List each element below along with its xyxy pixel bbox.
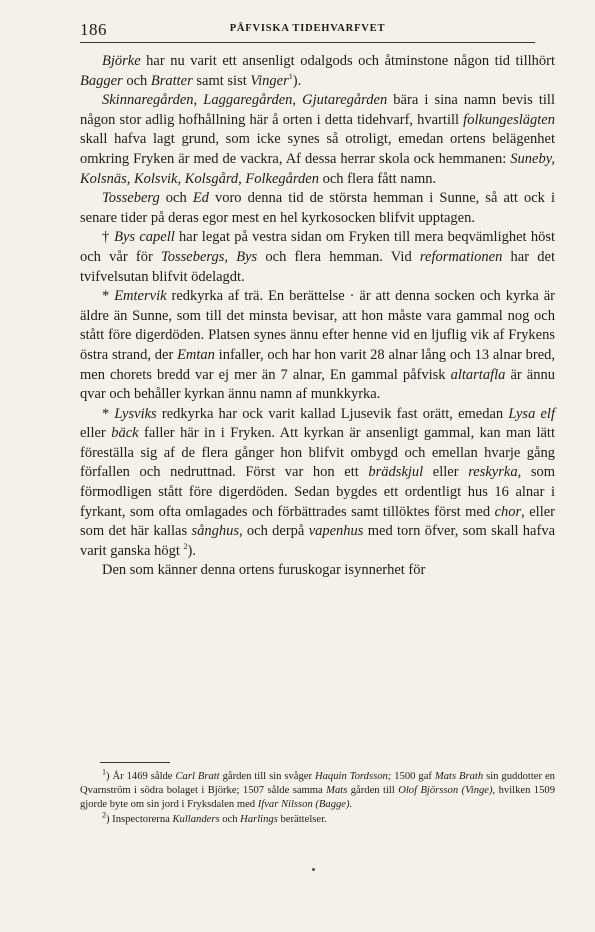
- footnote-marker: 2: [183, 542, 188, 552]
- footnote-marker: 1: [288, 71, 293, 81]
- italic-text: chor: [494, 503, 522, 520]
- text-run: ) År 1469 sålde: [106, 771, 176, 782]
- text-run: berättelser.: [277, 813, 327, 825]
- italic-text: Ifvar Nilsson (Bagge).: [257, 799, 353, 811]
- text-run: eller: [80, 425, 112, 442]
- italic-text: Tosseberg: [102, 190, 160, 207]
- paragraph: [80, 405, 555, 562]
- text-run: redkyrka har ock varit kallad Ljusevik fast orätt, emedan: [156, 405, 509, 422]
- text-run: och: [219, 813, 241, 825]
- footnote: [80, 767, 555, 813]
- italic-text: bäck: [111, 425, 139, 442]
- text-run: ).: [292, 72, 302, 89]
- italic-text: Bratter: [150, 72, 193, 89]
- italic-text: Tossebergs, Bys: [161, 248, 258, 265]
- ink-dot: [312, 868, 315, 871]
- running-title: PÅFVISKA TIDEHVARFVET: [229, 23, 386, 34]
- text-run: Den som känner denna ortens furuskogar isynnerhet för: [102, 562, 426, 579]
- text-run: är ännu qvar och behåller kyrkan ännu namn af munkkyrka.: [80, 366, 555, 403]
- text-run: gården till sin svåger: [219, 771, 315, 782]
- italic-text: Mats Brath: [434, 771, 484, 782]
- text-run: gården till: [347, 785, 399, 797]
- text-run: , eller som det här kallas: [80, 503, 555, 540]
- text-run: 1500 gaf: [391, 771, 435, 782]
- text-run: , och derpå: [239, 523, 309, 540]
- paragraph: [80, 228, 555, 287]
- italic-text: Carl Bratt: [175, 771, 220, 782]
- italic-text: Bys capell: [114, 229, 175, 246]
- italic-text: Kullanders: [172, 813, 220, 825]
- text-run: faller här in i Fryken. Att kyrkan är ansenligt gammal, kan man lätt föreställa sig af de flera gånger hon blifvit ombygd och emellan hvarje gång förfallen och nedruttnad. Först var hon ett: [80, 425, 555, 481]
- italic-text: Suneby, Kolsnäs, Kolsvik, Kolsgård, Folkegården: [80, 150, 555, 187]
- text-run: *: [102, 288, 115, 305]
- italic-text: Björke: [102, 53, 141, 69]
- footnote-marker: 1: [102, 767, 106, 777]
- italic-text: Bagger: [80, 72, 123, 89]
- text-run: , som förmodligen stått före digerdöden. Sedan bygdes ett ordentligt hus 16 alnar i fyrkant, som ofta omlagades och förbättrades samt tillöktes först med: [80, 464, 555, 520]
- italic-text: Lysa elf: [508, 405, 555, 422]
- text-run: har legat på vestra sidan om Fryken till mera beqvämlighet höst och vår för: [80, 229, 555, 265]
- paragraph: [80, 91, 555, 189]
- italic-text: Ed: [192, 190, 209, 207]
- text-run: och: [122, 72, 151, 89]
- footnote: [80, 810, 555, 827]
- italic-text: Emtervik: [114, 288, 167, 305]
- italic-text: reskyrka: [468, 464, 518, 481]
- text-run: bära i sina namn bevis till någon stor adlig hofhållning här å orten i detta tidehvarf, hvartill: [80, 92, 555, 128]
- italic-text: altartafla: [450, 366, 506, 383]
- italic-text: Skinnaregården, Laggaregården, Gjutaregården: [102, 92, 388, 109]
- page-number: 186: [80, 20, 107, 39]
- text-run: skall hafva lagt grund, som icke synes så otroligt, emedan ortens belägenhet omkring Fryken är med de vackra, Af dessa herrar skola ock hemmanen:: [80, 131, 555, 167]
- italic-text: folkungeslägten: [463, 111, 555, 128]
- italic-text: Lysviks: [114, 405, 157, 422]
- italic-text: vapenhus: [308, 523, 364, 540]
- paragraph: [80, 189, 555, 228]
- italic-text: Mats: [326, 785, 348, 797]
- italic-text: Olof Björsson (Vinge),: [398, 785, 496, 797]
- text-run: samt sist: [192, 72, 251, 89]
- text-run: och: [159, 190, 193, 207]
- text-run: sin guddotter en Qvarnström i södra bolaget i Björke; 1507 sålde samma: [80, 771, 555, 797]
- text-run: redkyrka af trä. En berättelse · är att denna socken och kyrka är äldre än Sunne, som till det minsta bevisar, att hon måste vara gammal nog och stått före digerdöden. Platsen synes ännu efter henne vid en ljuflig vik af Frykens östra strand, der: [80, 288, 555, 363]
- italic-text: Emtan: [177, 346, 215, 363]
- italic-text: brädskjul: [368, 464, 424, 481]
- paragraph: [80, 561, 555, 581]
- paragraph: [80, 287, 555, 405]
- footnote-divider: [100, 762, 170, 763]
- text-run: hvilken 1509 gjorde byte om sin jord i Fryksdalen med: [80, 785, 555, 811]
- text-run: voro denna tid de största hemman i Sunne, så att ock i senare tider på deras egor mest en hel kyrkosocken blifvit upptagen.: [80, 190, 556, 226]
- text-run: och flera fått namn.: [318, 170, 437, 187]
- italic-text: reformationen: [419, 248, 503, 265]
- footnotes: [80, 767, 555, 827]
- paragraph: [80, 52, 555, 91]
- italic-text: sånghus: [191, 523, 239, 540]
- text-run: *: [102, 405, 115, 422]
- italic-text: Vinger: [250, 72, 289, 89]
- text-run: med torn öfver, som skall hafva varit ganska högt: [80, 523, 556, 559]
- page-header: [80, 20, 535, 43]
- text-run: har det tvifvelsutan blifvit ödelagdt.: [80, 248, 555, 285]
- text-run: eller: [423, 464, 469, 481]
- italic-text: Harlings: [240, 813, 278, 825]
- text-run: †: [102, 229, 115, 246]
- footnote-marker: 2: [102, 810, 106, 820]
- text-run: har nu varit ett ansenligt odalgods och åtminstone någon tid tillhört: [140, 53, 555, 69]
- text-run: infaller, och har hon varit 28 alnar lång och 13 alnar bred, men chorets bredd var ej mer än 7 alnar, En gammal påfvisk: [80, 346, 555, 383]
- text-run: och flera hemman. Vid: [257, 248, 420, 265]
- text-run: ).: [187, 542, 196, 559]
- italic-text: Haquin Tordsson;: [314, 771, 392, 782]
- body-text: [80, 52, 555, 581]
- text-run: ) Inspectorerna: [106, 813, 173, 825]
